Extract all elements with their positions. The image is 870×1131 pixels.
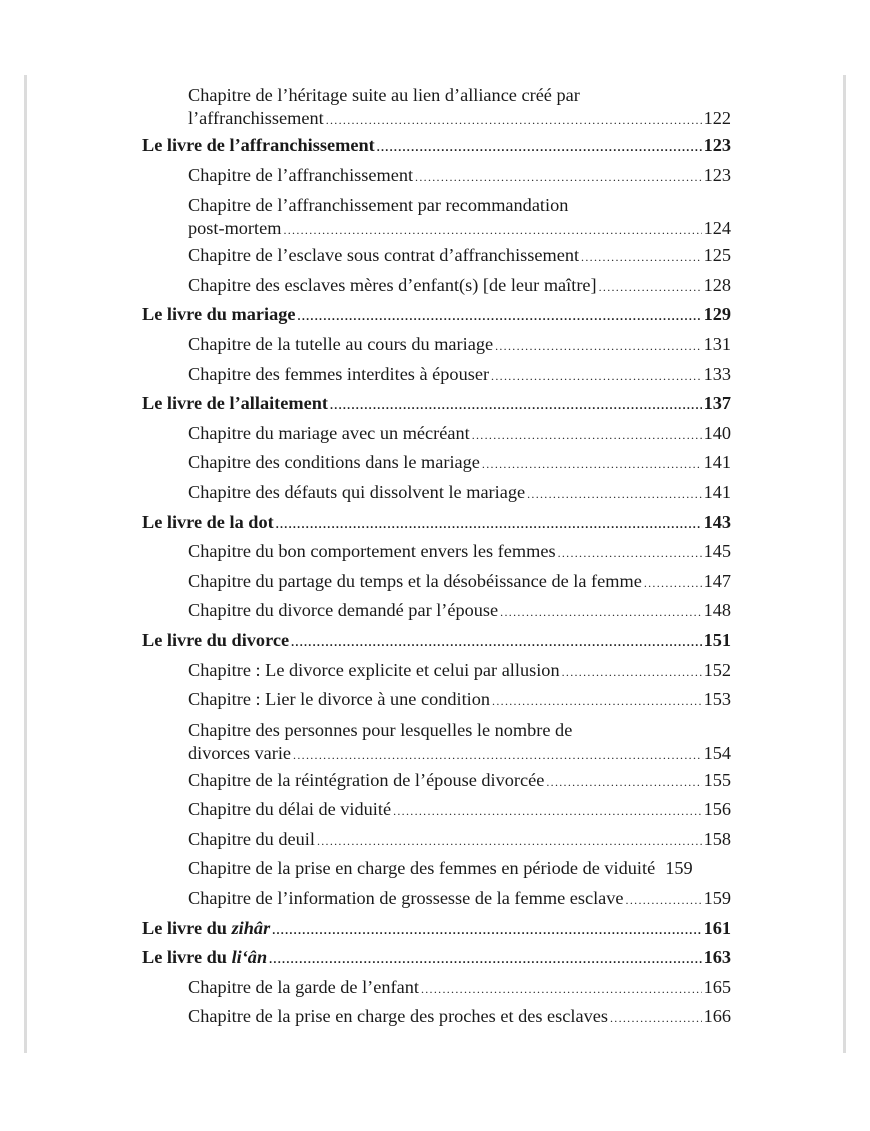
dot-leader bbox=[421, 976, 702, 1004]
toc-chapter-entry[interactable] bbox=[142, 449, 731, 479]
toc-chapter-entry[interactable] bbox=[142, 479, 731, 509]
entry-title bbox=[142, 627, 289, 655]
dot-leader bbox=[491, 363, 702, 391]
entry-title bbox=[188, 885, 624, 913]
page-number: 123 bbox=[703, 135, 731, 155]
entry-row bbox=[188, 449, 731, 479]
entry-title-text: Chapitre des conditions dans le mariage bbox=[188, 452, 480, 473]
page-number: 140 bbox=[703, 422, 731, 443]
entry-row bbox=[188, 361, 731, 391]
toc-chapter-entry[interactable] bbox=[142, 538, 731, 568]
page-number: 122 bbox=[703, 108, 731, 128]
entry-row bbox=[188, 796, 731, 826]
page-number: 166 bbox=[703, 1006, 731, 1027]
dot-leader bbox=[330, 392, 702, 420]
toc-chapter-entry[interactable] bbox=[142, 974, 731, 1004]
entry-row bbox=[142, 944, 731, 974]
page-number: 145 bbox=[703, 541, 731, 562]
entry-title-text: Chapitre des défauts qui dissolvent le mariage bbox=[188, 481, 526, 502]
dot-leader bbox=[562, 659, 702, 687]
entry-row bbox=[188, 242, 731, 272]
entry-title bbox=[188, 568, 642, 596]
entry-title-text: Chapitre de la prise en charge des proches et des esclaves bbox=[188, 1006, 608, 1027]
page-number: 165 bbox=[703, 976, 731, 997]
dot-leader bbox=[276, 511, 702, 539]
toc-chapter-entry[interactable] bbox=[142, 568, 731, 598]
page-right-edge bbox=[843, 75, 846, 1053]
entry-row bbox=[188, 420, 731, 450]
toc-book-entry[interactable] bbox=[142, 915, 731, 945]
entry-row bbox=[188, 686, 731, 716]
entry-row bbox=[188, 538, 731, 568]
entry-title bbox=[142, 509, 274, 537]
entry-title bbox=[188, 974, 419, 1002]
entry-row bbox=[142, 627, 731, 657]
toc-book-entry[interactable] bbox=[142, 301, 731, 331]
entry-title bbox=[188, 1003, 608, 1031]
entry-row bbox=[188, 568, 731, 598]
entry-row bbox=[188, 974, 731, 1004]
entry-row bbox=[188, 885, 731, 915]
entry-row bbox=[188, 855, 731, 885]
entry-row bbox=[142, 132, 731, 162]
entry-row bbox=[188, 106, 731, 132]
dot-leader bbox=[581, 244, 702, 272]
page-number: 129 bbox=[703, 304, 731, 325]
dot-leader bbox=[326, 108, 702, 132]
entry-title-text: Le livre de l’allaitement bbox=[142, 393, 328, 414]
toc-chapter-entry[interactable] bbox=[142, 420, 731, 450]
page-number: 124 bbox=[703, 218, 731, 239]
page-number: 123 bbox=[703, 164, 731, 185]
entry-title-italic: zihâr bbox=[231, 917, 271, 938]
entry-title bbox=[188, 538, 556, 566]
dot-leader bbox=[415, 164, 702, 192]
dot-leader bbox=[495, 333, 702, 361]
entry-title bbox=[188, 162, 413, 190]
entry-title bbox=[188, 741, 291, 765]
entry-title bbox=[188, 106, 324, 130]
table-of-contents bbox=[142, 81, 731, 1033]
page-number: 156 bbox=[703, 799, 731, 820]
page-number: 163 bbox=[703, 947, 731, 968]
entry-title bbox=[188, 597, 498, 625]
toc-chapter-entry[interactable] bbox=[142, 1003, 731, 1033]
entry-title-text: Chapitre du délai de viduité bbox=[188, 799, 392, 820]
entry-title bbox=[188, 331, 493, 359]
dot-leader bbox=[272, 917, 701, 945]
entry-title-italic: li‘ân bbox=[231, 947, 268, 968]
dot-leader bbox=[626, 887, 702, 915]
entry-row bbox=[188, 597, 731, 627]
page-number: 154 bbox=[703, 742, 731, 763]
dot-leader bbox=[393, 798, 702, 826]
entry-title-text: Chapitre des femmes interdites à épouser bbox=[188, 363, 490, 384]
toc-chapter-entry[interactable] bbox=[142, 162, 731, 192]
dot-leader bbox=[644, 570, 702, 598]
toc-chapter-entry[interactable] bbox=[142, 855, 731, 885]
entry-title bbox=[188, 767, 544, 795]
entry-row bbox=[188, 272, 731, 302]
page-number: 155 bbox=[703, 769, 731, 790]
entry-title-line: Chapitre de l’héritage suite au lien d’alliance créé par bbox=[188, 85, 580, 105]
toc-chapter-entry[interactable] bbox=[142, 657, 731, 687]
entry-title bbox=[142, 944, 267, 972]
page-number: 128 bbox=[703, 274, 731, 295]
toc-chapter-entry[interactable] bbox=[142, 826, 731, 856]
entry-row bbox=[142, 915, 731, 945]
entry-row bbox=[142, 301, 731, 331]
entry-title bbox=[188, 420, 470, 448]
entry-title bbox=[142, 132, 375, 160]
entry-title-text: Chapitre de l’esclave sous contrat d’affranchissement bbox=[188, 245, 580, 266]
entry-row bbox=[188, 767, 731, 797]
entry-row bbox=[188, 162, 731, 192]
entry-title bbox=[188, 242, 579, 270]
toc-chapter-entry[interactable] bbox=[142, 716, 731, 767]
page-number: 143 bbox=[703, 511, 731, 532]
dot-leader bbox=[472, 422, 702, 450]
entry-title-text: Chapitre du divorce demandé par l’épouse bbox=[188, 600, 499, 621]
dot-leader bbox=[317, 828, 702, 856]
toc-chapter-entry[interactable] bbox=[142, 597, 731, 627]
toc-book-entry[interactable] bbox=[142, 627, 731, 657]
toc-chapter-entry[interactable] bbox=[142, 242, 731, 272]
entry-title-text: Chapitre des esclaves mères d’enfant(s) [de leur maître] bbox=[188, 274, 597, 295]
page-number: 159 bbox=[703, 888, 731, 909]
entry-title-line: Chapitre de l’affranchissement par recommandation bbox=[188, 195, 569, 216]
entry-row bbox=[188, 331, 731, 361]
dot-leader bbox=[291, 629, 701, 657]
toc-chapter-entry[interactable] bbox=[142, 191, 731, 242]
entry-title bbox=[188, 449, 480, 477]
dot-leader bbox=[377, 134, 702, 162]
entry-title-text: Chapitre : Lier le divorce à une condition bbox=[188, 689, 491, 710]
dot-leader bbox=[269, 946, 701, 974]
page-left-edge bbox=[24, 75, 27, 1053]
entry-title-text: Chapitre du deuil bbox=[188, 828, 315, 849]
entry-title-text: Chapitre du bon comportement envers les femmes bbox=[188, 541, 556, 562]
toc-chapter-entry[interactable] bbox=[142, 767, 731, 797]
entry-title bbox=[188, 216, 281, 240]
entry-title bbox=[142, 390, 328, 418]
entry-title-text: Chapitre du mariage avec un mécréant bbox=[188, 422, 470, 443]
page-number: 161 bbox=[703, 917, 731, 938]
entry-title-text: Le livre du bbox=[142, 917, 232, 938]
dot-leader bbox=[298, 303, 702, 331]
entry-title-text: Chapitre du partage du temps et la désobéissance de la femme bbox=[188, 570, 642, 591]
entry-title-text: Chapitre : Le divorce explicite et celui par allusion bbox=[188, 659, 560, 680]
entry-title-text: Chapitre de l’affranchissement bbox=[188, 164, 414, 185]
page-number: 133 bbox=[703, 363, 731, 384]
dot-leader bbox=[558, 540, 702, 568]
entry-row bbox=[188, 1003, 731, 1033]
dot-leader bbox=[610, 1005, 702, 1033]
page-number: 137 bbox=[703, 393, 731, 414]
entry-title-text: Le livre du mariage bbox=[142, 304, 296, 325]
toc-chapter-entry[interactable] bbox=[142, 272, 731, 302]
entry-title-text: Chapitre de l’information de grossesse de la femme esclave bbox=[188, 888, 624, 909]
entry-title-text: Chapitre de la garde de l’enfant bbox=[188, 976, 419, 997]
entry-title bbox=[188, 855, 655, 883]
toc-chapter-entry[interactable] bbox=[142, 686, 731, 716]
entry-title bbox=[142, 915, 270, 943]
toc-book-entry[interactable] bbox=[142, 390, 731, 420]
entry-title-text: Le livre du divorce bbox=[142, 629, 290, 650]
page-number: 147 bbox=[703, 570, 731, 591]
toc-book-entry[interactable] bbox=[142, 509, 731, 539]
dot-leader bbox=[599, 274, 702, 302]
entry-title-text: Le livre du bbox=[142, 947, 232, 968]
page-number: 141 bbox=[703, 481, 731, 502]
dot-leader bbox=[500, 599, 701, 627]
entry-title bbox=[188, 686, 490, 714]
entry-row bbox=[142, 509, 731, 539]
entry-title bbox=[188, 361, 489, 389]
toc-chapter-entry[interactable] bbox=[142, 361, 731, 391]
entry-title bbox=[188, 479, 525, 507]
dot-leader bbox=[293, 743, 702, 767]
dot-leader bbox=[527, 481, 701, 509]
page-number: 141 bbox=[703, 452, 731, 473]
page-number: 125 bbox=[703, 245, 731, 266]
entry-title-text: Le livre de l’affranchissement bbox=[142, 135, 375, 155]
dot-leader bbox=[546, 769, 701, 797]
toc-book-entry[interactable] bbox=[142, 944, 731, 974]
entry-title bbox=[188, 826, 315, 854]
entry-row bbox=[188, 657, 731, 687]
page-number: 153 bbox=[703, 689, 731, 710]
dot-leader bbox=[492, 688, 702, 716]
page-number: 148 bbox=[703, 600, 731, 621]
entry-title-text: post-mortem bbox=[188, 218, 282, 239]
entry-title bbox=[188, 796, 391, 824]
toc-chapter-entry[interactable] bbox=[142, 796, 731, 826]
entry-title-text: l’affranchissement bbox=[188, 108, 324, 128]
entry-row bbox=[188, 479, 731, 509]
entry-row bbox=[188, 216, 731, 242]
page-number: 131 bbox=[703, 333, 731, 354]
toc-chapter-entry[interactable] bbox=[142, 331, 731, 361]
entry-title-text: divorces varie bbox=[188, 742, 292, 763]
toc-book-entry[interactable] bbox=[142, 132, 731, 162]
entry-title-text: Chapitre de la tutelle au cours du mariage bbox=[188, 333, 494, 354]
page-number: 152 bbox=[703, 659, 731, 680]
entry-row bbox=[188, 826, 731, 856]
dot-leader bbox=[283, 218, 701, 242]
entry-title-text: Chapitre de la réintégration de l’épouse divorcée bbox=[188, 769, 545, 790]
toc-chapter-entry[interactable] bbox=[142, 885, 731, 915]
toc-chapter-entry[interactable] bbox=[142, 81, 731, 132]
entry-row bbox=[188, 741, 731, 767]
entry-title bbox=[188, 272, 597, 300]
page-number: 159 bbox=[665, 858, 693, 879]
page-number: 151 bbox=[703, 629, 731, 650]
entry-title bbox=[188, 657, 560, 685]
entry-title-text: Chapitre de la prise en charge des femmes en période de viduité bbox=[188, 858, 656, 879]
page-number: 158 bbox=[703, 828, 731, 849]
entry-title bbox=[142, 301, 296, 329]
dot-leader bbox=[482, 451, 702, 479]
entry-title-line: Chapitre des personnes pour lesquelles le nombre de bbox=[188, 719, 573, 740]
entry-row bbox=[142, 390, 731, 420]
entry-title-text: Le livre de la dot bbox=[142, 511, 274, 532]
